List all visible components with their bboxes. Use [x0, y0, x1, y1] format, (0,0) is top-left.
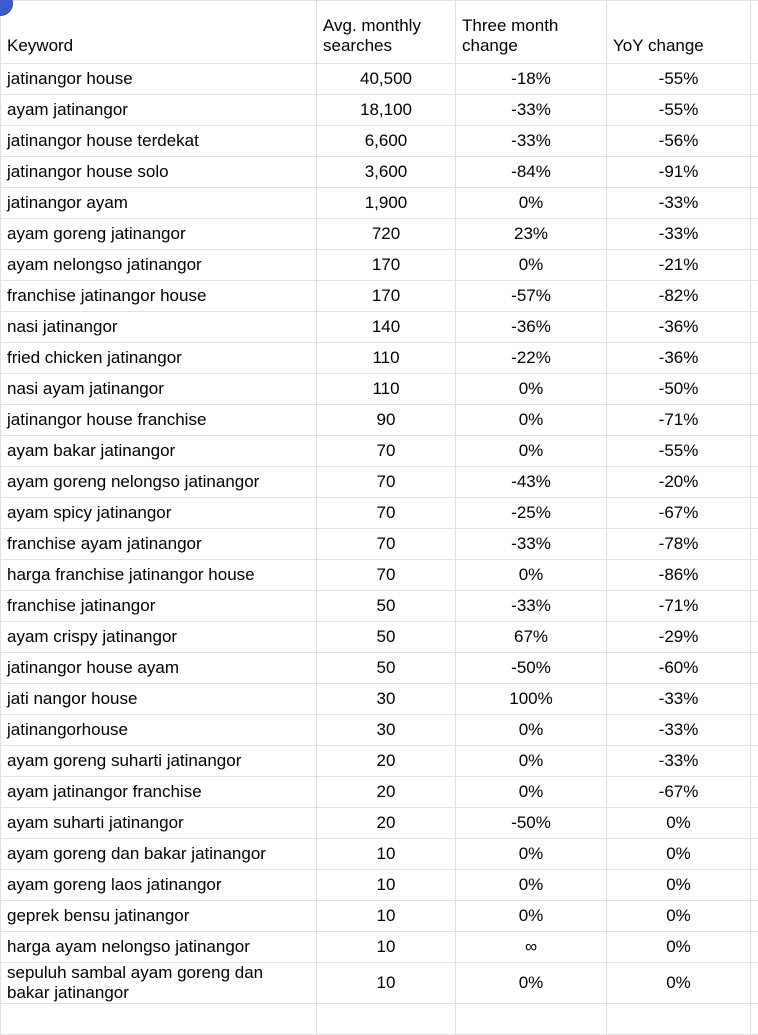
- cell-keyword[interactable]: geprek bensu jatinangor: [1, 901, 317, 932]
- cell-empty[interactable]: [751, 157, 758, 188]
- cell-yoy-change[interactable]: 0%: [607, 963, 751, 1004]
- cell-yoy-change[interactable]: -55%: [607, 436, 751, 467]
- cell-keyword[interactable]: harga franchise jatinangor house: [1, 560, 317, 591]
- cell-yoy-change[interactable]: -33%: [607, 219, 751, 250]
- cell-empty[interactable]: [751, 932, 758, 963]
- cell-avg-monthly-searches[interactable]: 70: [317, 529, 456, 560]
- cell-keyword[interactable]: ayam goreng nelongso jatinangor: [1, 467, 317, 498]
- cell-keyword[interactable]: franchise ayam jatinangor: [1, 529, 317, 560]
- cell-yoy-change[interactable]: -33%: [607, 684, 751, 715]
- cell-empty[interactable]: [751, 343, 758, 374]
- table-row: [1, 405, 758, 436]
- cell-empty[interactable]: [751, 219, 758, 250]
- cell-yoy-change[interactable]: -33%: [607, 746, 751, 777]
- cell-keyword[interactable]: ayam jatinangor franchise: [1, 777, 317, 808]
- cell-avg-monthly-searches[interactable]: 10: [317, 870, 456, 901]
- table-row: [1, 374, 758, 405]
- table-row: [1, 591, 758, 622]
- cell-three-month-change[interactable]: 0%: [456, 560, 607, 591]
- header-cell-yoy-change[interactable]: YoY change: [607, 1, 751, 64]
- cell-keyword[interactable]: ayam goreng laos jatinangor: [1, 870, 317, 901]
- table-row: [1, 684, 758, 715]
- cell-yoy-change[interactable]: -91%: [607, 157, 751, 188]
- cell-empty[interactable]: [751, 839, 758, 870]
- cell-keyword[interactable]: jatinangor house terdekat: [1, 126, 317, 157]
- cell-keyword[interactable]: ayam goreng dan bakar jatinangor: [1, 839, 317, 870]
- cell-empty[interactable]: [751, 715, 758, 746]
- table-row: [1, 219, 758, 250]
- cell-empty[interactable]: [751, 591, 758, 622]
- cell-empty[interactable]: [751, 95, 758, 126]
- cell-three-month-change[interactable]: 0%: [456, 374, 607, 405]
- cell-three-month-change[interactable]: 0%: [456, 777, 607, 808]
- cell-avg-monthly-searches[interactable]: 30: [317, 684, 456, 715]
- cell-yoy-change[interactable]: 0%: [607, 808, 751, 839]
- cell-empty[interactable]: [317, 1004, 456, 1035]
- cell-three-month-change[interactable]: 0%: [456, 405, 607, 436]
- cell-empty[interactable]: [751, 963, 758, 1004]
- table-row: [1, 95, 758, 126]
- cell-yoy-change[interactable]: 0%: [607, 870, 751, 901]
- cell-empty[interactable]: [456, 1004, 607, 1035]
- table-row: [1, 126, 758, 157]
- cell-empty[interactable]: [607, 1004, 751, 1035]
- cell-keyword[interactable]: franchise jatinangor house: [1, 281, 317, 312]
- cell-avg-monthly-searches[interactable]: 170: [317, 281, 456, 312]
- cell-keyword[interactable]: ayam jatinangor: [1, 95, 317, 126]
- cell-empty[interactable]: [751, 467, 758, 498]
- table-row: [1, 839, 758, 870]
- cell-avg-monthly-searches[interactable]: 170: [317, 250, 456, 281]
- table-row: [1, 653, 758, 684]
- cell-yoy-change[interactable]: -29%: [607, 622, 751, 653]
- cell-empty[interactable]: [751, 746, 758, 777]
- cell-empty[interactable]: [751, 374, 758, 405]
- cell-avg-monthly-searches[interactable]: 18,100: [317, 95, 456, 126]
- cell-avg-monthly-searches[interactable]: 50: [317, 591, 456, 622]
- cell-keyword[interactable]: ayam bakar jatinangor: [1, 436, 317, 467]
- cell-three-month-change[interactable]: -18%: [456, 64, 607, 95]
- cell-keyword[interactable]: jatinangor house: [1, 64, 317, 95]
- cell-empty[interactable]: [751, 436, 758, 467]
- cell-yoy-change[interactable]: -86%: [607, 560, 751, 591]
- table-row: [1, 715, 758, 746]
- cell-empty[interactable]: [751, 870, 758, 901]
- cell-three-month-change[interactable]: -57%: [456, 281, 607, 312]
- cell-empty[interactable]: [751, 653, 758, 684]
- cell-avg-monthly-searches[interactable]: 3,600: [317, 157, 456, 188]
- header-cell-empty[interactable]: [751, 1, 758, 64]
- cell-avg-monthly-searches[interactable]: 70: [317, 498, 456, 529]
- table-row: [1, 560, 758, 591]
- cell-three-month-change[interactable]: -33%: [456, 126, 607, 157]
- cell-avg-monthly-searches[interactable]: 50: [317, 653, 456, 684]
- table-row: [1, 281, 758, 312]
- cell-empty[interactable]: [751, 64, 758, 95]
- cell-keyword[interactable]: jatinangor house franchise: [1, 405, 317, 436]
- cell-yoy-change[interactable]: 0%: [607, 839, 751, 870]
- cell-avg-monthly-searches[interactable]: 6,600: [317, 126, 456, 157]
- cell-yoy-change[interactable]: -82%: [607, 281, 751, 312]
- cell-yoy-change[interactable]: -36%: [607, 343, 751, 374]
- cell-empty[interactable]: [751, 281, 758, 312]
- cell-three-month-change[interactable]: -33%: [456, 95, 607, 126]
- cell-three-month-change[interactable]: 0%: [456, 250, 607, 281]
- cell-empty[interactable]: [751, 808, 758, 839]
- cell-three-month-change[interactable]: 0%: [456, 436, 607, 467]
- cell-yoy-change[interactable]: -36%: [607, 312, 751, 343]
- header-cell-keyword[interactable]: Keyword: [1, 1, 317, 64]
- table-row: [1, 343, 758, 374]
- cell-three-month-change[interactable]: 0%: [456, 963, 607, 1004]
- cell-empty[interactable]: [751, 529, 758, 560]
- cell-three-month-change[interactable]: 0%: [456, 715, 607, 746]
- cell-empty[interactable]: [751, 498, 758, 529]
- cell-keyword[interactable]: franchise jatinangor: [1, 591, 317, 622]
- cell-keyword[interactable]: ayam goreng jatinangor: [1, 219, 317, 250]
- table-row: [1, 808, 758, 839]
- cell-three-month-change[interactable]: 67%: [456, 622, 607, 653]
- table-row: [1, 746, 758, 777]
- cell-three-month-change[interactable]: -22%: [456, 343, 607, 374]
- cell-yoy-change[interactable]: -71%: [607, 405, 751, 436]
- cell-three-month-change[interactable]: 100%: [456, 684, 607, 715]
- cell-three-month-change[interactable]: -33%: [456, 591, 607, 622]
- header-cell-avg-monthly-searches[interactable]: Avg. monthly searches: [317, 1, 456, 64]
- table-row: [1, 157, 758, 188]
- table-body: [1, 64, 758, 1035]
- cell-three-month-change[interactable]: -43%: [456, 467, 607, 498]
- cell-three-month-change[interactable]: -25%: [456, 498, 607, 529]
- cell-keyword[interactable]: fried chicken jatinangor: [1, 343, 317, 374]
- cell-yoy-change[interactable]: -78%: [607, 529, 751, 560]
- cell-avg-monthly-searches[interactable]: 110: [317, 343, 456, 374]
- cell-three-month-change[interactable]: -50%: [456, 653, 607, 684]
- cell-empty[interactable]: [751, 188, 758, 219]
- cell-avg-monthly-searches[interactable]: 20: [317, 777, 456, 808]
- cell-three-month-change[interactable]: -84%: [456, 157, 607, 188]
- cell-keyword[interactable]: jati nangor house: [1, 684, 317, 715]
- cell-keyword[interactable]: nasi jatinangor: [1, 312, 317, 343]
- table-row: [1, 870, 758, 901]
- cell-yoy-change[interactable]: 0%: [607, 901, 751, 932]
- cell-three-month-change[interactable]: ∞: [456, 932, 607, 963]
- table-row: [1, 312, 758, 343]
- cell-empty[interactable]: [751, 1004, 758, 1035]
- cell-yoy-change[interactable]: 0%: [607, 932, 751, 963]
- table-row: [1, 529, 758, 560]
- table-header: [1, 1, 758, 64]
- cell-keyword[interactable]: sepuluh sambal ayam goreng dan bakar jatinangor: [1, 963, 317, 1004]
- table-row: [1, 963, 758, 1004]
- cell-three-month-change[interactable]: 0%: [456, 870, 607, 901]
- cell-keyword[interactable]: jatinangor house ayam: [1, 653, 317, 684]
- cell-yoy-change[interactable]: -67%: [607, 777, 751, 808]
- cell-empty[interactable]: [1, 1004, 317, 1035]
- cell-empty[interactable]: [751, 777, 758, 808]
- table-row: [1, 467, 758, 498]
- cell-keyword[interactable]: nasi ayam jatinangor: [1, 374, 317, 405]
- cell-keyword[interactable]: harga ayam nelongso jatinangor: [1, 932, 317, 963]
- cell-empty[interactable]: [751, 901, 758, 932]
- table-row: [1, 901, 758, 932]
- table-row-blank: [1, 1004, 758, 1035]
- cell-empty[interactable]: [751, 405, 758, 436]
- cell-yoy-change[interactable]: -60%: [607, 653, 751, 684]
- table-row: [1, 436, 758, 467]
- header-cell-three-month-change[interactable]: Three month change: [456, 1, 607, 64]
- cell-yoy-change[interactable]: -33%: [607, 188, 751, 219]
- cell-avg-monthly-searches[interactable]: 10: [317, 901, 456, 932]
- cell-avg-monthly-searches[interactable]: 1,900: [317, 188, 456, 219]
- cell-avg-monthly-searches[interactable]: 30: [317, 715, 456, 746]
- cell-empty[interactable]: [751, 622, 758, 653]
- cell-avg-monthly-searches[interactable]: 20: [317, 808, 456, 839]
- cell-avg-monthly-searches[interactable]: 10: [317, 932, 456, 963]
- cell-avg-monthly-searches[interactable]: 40,500: [317, 64, 456, 95]
- cell-yoy-change[interactable]: -21%: [607, 250, 751, 281]
- table-row: [1, 622, 758, 653]
- header-row: [1, 1, 758, 64]
- cell-keyword[interactable]: ayam spicy jatinangor: [1, 498, 317, 529]
- cell-avg-monthly-searches[interactable]: 720: [317, 219, 456, 250]
- cell-yoy-change[interactable]: -56%: [607, 126, 751, 157]
- cell-avg-monthly-searches[interactable]: 50: [317, 622, 456, 653]
- cell-yoy-change[interactable]: -33%: [607, 715, 751, 746]
- cell-three-month-change[interactable]: 0%: [456, 901, 607, 932]
- cell-keyword[interactable]: ayam goreng suharti jatinangor: [1, 746, 317, 777]
- cell-avg-monthly-searches[interactable]: 110: [317, 374, 456, 405]
- cell-empty[interactable]: [751, 312, 758, 343]
- table-row: [1, 250, 758, 281]
- table-row: [1, 188, 758, 219]
- cell-three-month-change[interactable]: -36%: [456, 312, 607, 343]
- cell-avg-monthly-searches[interactable]: 70: [317, 560, 456, 591]
- cell-yoy-change[interactable]: -20%: [607, 467, 751, 498]
- cell-yoy-change[interactable]: -55%: [607, 95, 751, 126]
- cell-avg-monthly-searches[interactable]: 140: [317, 312, 456, 343]
- table-row: [1, 932, 758, 963]
- cell-keyword[interactable]: jatinangor house solo: [1, 157, 317, 188]
- table-row: [1, 498, 758, 529]
- cell-yoy-change[interactable]: -67%: [607, 498, 751, 529]
- cell-avg-monthly-searches[interactable]: 20: [317, 746, 456, 777]
- cell-empty[interactable]: [751, 126, 758, 157]
- cell-three-month-change[interactable]: 23%: [456, 219, 607, 250]
- cell-three-month-change[interactable]: 0%: [456, 746, 607, 777]
- cell-three-month-change[interactable]: 0%: [456, 839, 607, 870]
- cell-yoy-change[interactable]: -55%: [607, 64, 751, 95]
- cell-avg-monthly-searches[interactable]: 10: [317, 963, 456, 1004]
- cell-yoy-change[interactable]: -50%: [607, 374, 751, 405]
- cell-keyword[interactable]: ayam crispy jatinangor: [1, 622, 317, 653]
- cell-three-month-change[interactable]: 0%: [456, 188, 607, 219]
- cell-keyword[interactable]: ayam nelongso jatinangor: [1, 250, 317, 281]
- cell-avg-monthly-searches[interactable]: 70: [317, 436, 456, 467]
- cell-keyword[interactable]: jatinangor ayam: [1, 188, 317, 219]
- table-row: [1, 64, 758, 95]
- cell-three-month-change[interactable]: -33%: [456, 529, 607, 560]
- cell-avg-monthly-searches[interactable]: 10: [317, 839, 456, 870]
- cell-empty[interactable]: [751, 250, 758, 281]
- cell-avg-monthly-searches[interactable]: 90: [317, 405, 456, 436]
- table-row: [1, 777, 758, 808]
- cell-yoy-change[interactable]: -71%: [607, 591, 751, 622]
- cell-keyword[interactable]: jatinangorhouse: [1, 715, 317, 746]
- cell-empty[interactable]: [751, 684, 758, 715]
- cell-empty[interactable]: [751, 560, 758, 591]
- cell-avg-monthly-searches[interactable]: 70: [317, 467, 456, 498]
- cell-keyword[interactable]: ayam suharti jatinangor: [1, 808, 317, 839]
- cell-three-month-change[interactable]: -50%: [456, 808, 607, 839]
